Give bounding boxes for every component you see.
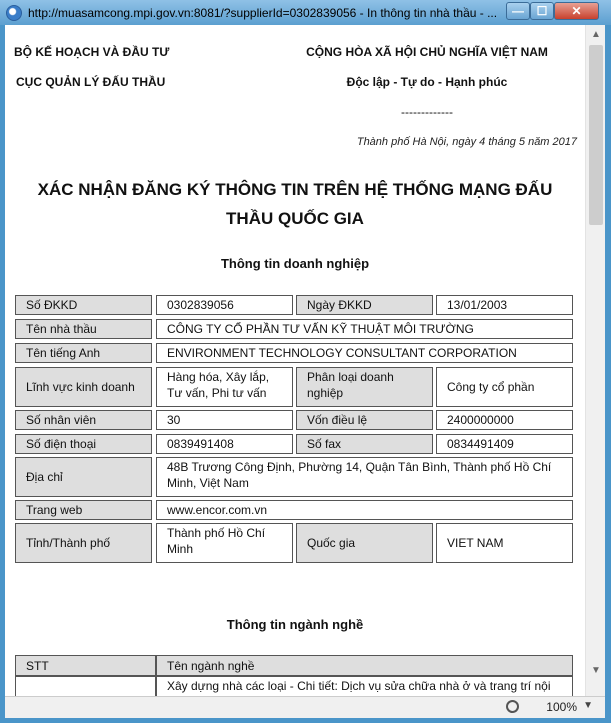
von-dieu-le-value: 2400000000 <box>436 410 573 430</box>
document <box>5 25 585 696</box>
scroll-up-icon[interactable]: ▲ <box>591 29 601 40</box>
so-fax-label: Số fax <box>296 434 433 454</box>
ten-nha-thau-label: Tên nhà thầu <box>15 319 152 339</box>
minimize-button[interactable]: — <box>506 2 530 20</box>
industry-row-1-name: Xây dựng nhà các loại - Chi tiết: Dịch vụ sửa chữa nhà ở và trang trí nội <box>156 676 573 716</box>
header-separator: ------------- <box>401 105 453 119</box>
ten-nha-thau-value: CÔNG TY CỔ PHẦN TƯ VẤN KỸ THUẬT MÔI TRƯỜNG <box>156 319 573 339</box>
page-title-line-1: XÁC NHẬN ĐĂNG KÝ THÔNG TIN TRÊN HỆ THỐNG MẠNG ĐẤU <box>37 180 553 199</box>
window-title-bar <box>0 0 611 25</box>
so-dien-thoai-value: 0839491408 <box>156 434 293 454</box>
so-nhan-vien-value: 30 <box>156 410 293 430</box>
vertical-scrollbar[interactable] <box>585 25 605 696</box>
business-section-title: Thông tin doanh nghiệp <box>220 256 370 271</box>
so-dkkd-label: Số ĐKKD <box>15 295 152 315</box>
dia-chi-label: Địa chỉ <box>15 457 152 497</box>
close-button[interactable]: ✕ <box>554 2 599 20</box>
ngay-dkkd-label: Ngày ĐKKD <box>296 295 433 315</box>
browser-icon <box>6 5 22 21</box>
ten-nganh-header: Tên ngành nghề <box>156 655 573 676</box>
quoc-gia-label: Quốc gia <box>296 523 433 563</box>
so-dkkd-value: 0302839056 <box>156 295 293 315</box>
dia-chi-value: 48B Trương Công Định, Phường 14, Quận Tân Bình, Thành phố Hồ Chí Minh, Việt Nam <box>156 457 573 497</box>
scroll-down-icon[interactable]: ▼ <box>591 665 601 676</box>
zoom-dropdown-icon[interactable]: ▼ <box>583 700 593 711</box>
tinh-label: Tỉnh/Thành phố <box>15 523 152 563</box>
ten-tieng-anh-label: Tên tiếng Anh <box>15 343 152 363</box>
trang-web-value: www.encor.com.vn <box>156 500 573 520</box>
von-dieu-le-label: Vốn điều lệ <box>296 410 433 430</box>
page-viewport <box>5 25 605 696</box>
page-title <box>5 175 585 233</box>
tinh-value: Thành phố Hồ Chí Minh <box>156 523 293 563</box>
so-nhan-vien-label: Số nhân viên <box>15 410 152 430</box>
window-title: http://muasamcong.mpi.gov.vn:8081/?supplierId=0302839056 - In thông tin nhà thầu - ... <box>28 5 498 20</box>
status-bar <box>5 696 605 718</box>
quoc-gia-value: VIET NAM <box>436 523 573 563</box>
ngay-dkkd-value: 13/01/2003 <box>436 295 573 315</box>
so-fax-value: 0834491409 <box>436 434 573 454</box>
zoom-icon[interactable] <box>506 700 519 713</box>
ten-tieng-anh-value: ENVIRONMENT TECHNOLOGY CONSULTANT CORPORATION <box>156 343 573 363</box>
zoom-level[interactable]: 100% <box>546 700 577 714</box>
scrollbar-thumb[interactable] <box>589 45 603 225</box>
trang-web-label: Trang web <box>15 500 152 520</box>
ministry-name: BỘ KẾ HOẠCH VÀ ĐẦU TƯ <box>14 45 170 59</box>
department-name: CỤC QUẢN LÝ ĐẤU THẦU <box>16 75 166 89</box>
linh-vuc-value: Hàng hóa, Xây lắp, Tư vấn, Phi tư vấn <box>156 367 293 407</box>
phan-loai-value: Công ty cổ phần <box>436 367 573 407</box>
linh-vuc-label: Lĩnh vực kinh doanh <box>15 367 152 407</box>
country-name: CỘNG HÒA XÃ HỘI CHỦ NGHĨA VIỆT NAM <box>306 45 548 59</box>
phan-loai-label: Phân loại doanh nghiệp <box>296 367 433 407</box>
maximize-button[interactable]: ☐ <box>530 2 554 20</box>
page-title-line-2: THẦU QUỐC GIA <box>226 209 364 228</box>
document-date: Thành phố Hà Nội, ngày 4 tháng 5 năm 2017 <box>356 136 577 148</box>
stt-header: STT <box>15 655 156 676</box>
industry-section-title: Thông tin ngành nghề <box>226 617 364 632</box>
so-dien-thoai-label: Số điện thoại <box>15 434 152 454</box>
motto: Độc lập - Tự do - Hạnh phúc <box>346 75 508 89</box>
